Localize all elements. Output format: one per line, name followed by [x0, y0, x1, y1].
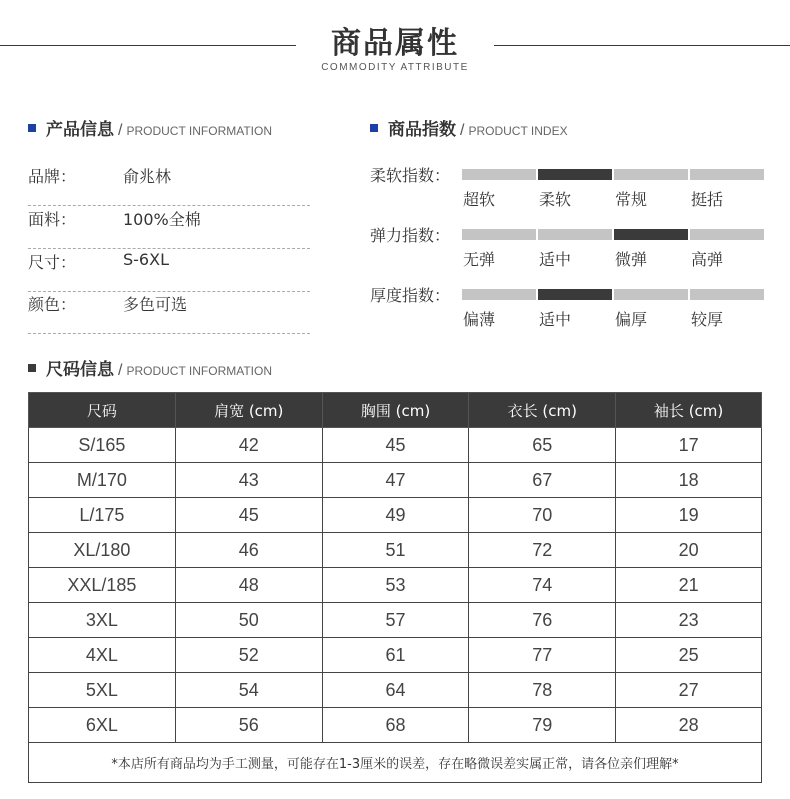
table-cell: XL/180	[29, 533, 176, 568]
table-cell: 48	[175, 568, 322, 603]
size-info-heading	[28, 355, 272, 380]
table-cell: 49	[322, 498, 469, 533]
table-header-row	[29, 393, 762, 428]
table-cell: 43	[175, 463, 322, 498]
table-row	[29, 708, 762, 743]
table-cell: 45	[322, 428, 469, 463]
index-bar	[690, 229, 764, 240]
index-option-label: 挺括	[691, 190, 724, 209]
table-row	[29, 568, 762, 603]
column-header: 衣长 (cm)	[469, 393, 616, 428]
table-cell: 4XL	[29, 638, 176, 673]
info-label: 品牌：	[28, 167, 77, 186]
table-cell: 53	[322, 568, 469, 603]
table-cell: 52	[175, 638, 322, 673]
table-cell: 77	[469, 638, 616, 673]
table-row	[29, 463, 762, 498]
index-bar	[614, 169, 688, 180]
table-cell: 47	[322, 463, 469, 498]
table-cell: 3XL	[29, 603, 176, 638]
table-cell: 50	[175, 603, 322, 638]
table-cell: 79	[469, 708, 616, 743]
table-cell: 64	[322, 673, 469, 708]
index-bar-selected	[538, 289, 612, 300]
table-cell: 72	[469, 533, 616, 568]
size-info-title-en: PRODUCT INFORMATION	[126, 364, 273, 378]
table-cell: 19	[616, 498, 762, 533]
index-bar-selected	[614, 229, 688, 240]
info-label: 尺寸：	[28, 253, 77, 272]
slash-separator: /	[118, 362, 123, 379]
index-option-label: 超软	[463, 190, 496, 209]
table-cell: S/165	[29, 428, 176, 463]
table-cell: 76	[469, 603, 616, 638]
slash-separator: /	[460, 122, 465, 139]
table-cell: 42	[175, 428, 322, 463]
index-bar	[690, 289, 764, 300]
product-info-title: 产品信息	[46, 120, 114, 140]
index-bar-selected	[538, 169, 612, 180]
index-option-label: 柔软	[539, 190, 572, 209]
product-info-title-en: PRODUCT INFORMATION	[126, 124, 273, 138]
size-table	[28, 392, 762, 783]
index-option-label: 常规	[615, 190, 648, 209]
table-cell: 65	[469, 428, 616, 463]
table-cell: 21	[616, 568, 762, 603]
index-option-label: 较厚	[691, 310, 724, 329]
info-value: 100%全棉	[123, 210, 201, 229]
info-label: 面料：	[28, 210, 77, 229]
table-cell: 54	[175, 673, 322, 708]
index-bar	[614, 289, 688, 300]
page-subtitle: COMMODITY ATTRIBUTE	[321, 62, 469, 73]
measurement-note: *本店所有商品均为手工测量，可能存在1-3厘米的误差，存在略微误差实属正常，请各位亲们理解*	[29, 743, 762, 783]
size-info-title: 尺码信息	[46, 360, 114, 380]
product-info-heading	[28, 115, 272, 140]
page-title: 商品属性	[331, 26, 459, 61]
table-cell: 78	[469, 673, 616, 708]
table-cell: 61	[322, 638, 469, 673]
table-cell: 20	[616, 533, 762, 568]
info-value: 多色可选	[123, 295, 188, 314]
info-row-fabric	[28, 207, 310, 249]
table-cell: 28	[616, 708, 762, 743]
table-cell: 23	[616, 603, 762, 638]
index-label: 厚度指数：	[370, 286, 451, 305]
table-note-row	[29, 743, 762, 783]
square-bullet-icon	[28, 124, 36, 132]
table-cell: 25	[616, 638, 762, 673]
table-cell: 57	[322, 603, 469, 638]
info-row-brand	[28, 164, 310, 206]
table-cell: 27	[616, 673, 762, 708]
table-row	[29, 603, 762, 638]
index-option-label: 适中	[539, 250, 572, 269]
table-cell: M/170	[29, 463, 176, 498]
table-cell: 51	[322, 533, 469, 568]
index-label: 弹力指数：	[370, 226, 451, 245]
info-label: 颜色：	[28, 295, 77, 314]
column-header: 尺码	[29, 393, 176, 428]
table-cell: XXL/185	[29, 568, 176, 603]
table-row	[29, 533, 762, 568]
info-row-color	[28, 292, 310, 334]
table-cell: 68	[322, 708, 469, 743]
product-index-title: 商品指数	[388, 120, 456, 140]
table-row	[29, 638, 762, 673]
info-row-size	[28, 250, 310, 292]
index-bar	[690, 169, 764, 180]
table-cell: 56	[175, 708, 322, 743]
column-header: 肩宽 (cm)	[175, 393, 322, 428]
table-row	[29, 428, 762, 463]
index-option-label: 无弹	[463, 250, 496, 269]
index-bar	[462, 169, 536, 180]
table-cell: 17	[616, 428, 762, 463]
table-cell: L/175	[29, 498, 176, 533]
index-option-label: 适中	[539, 310, 572, 329]
index-bar	[538, 229, 612, 240]
table-cell: 46	[175, 533, 322, 568]
table-row	[29, 673, 762, 708]
info-value: 俞兆林	[123, 167, 172, 186]
index-option-label: 微弹	[615, 250, 648, 269]
product-index-title-en: PRODUCT INDEX	[468, 124, 568, 138]
product-index-heading	[370, 115, 568, 140]
column-header: 袖长 (cm)	[616, 393, 762, 428]
index-option-label: 偏薄	[463, 310, 496, 329]
index-option-label: 偏厚	[615, 310, 648, 329]
table-row	[29, 498, 762, 533]
index-label: 柔软指数：	[370, 166, 451, 185]
table-cell: 18	[616, 463, 762, 498]
table-cell: 74	[469, 568, 616, 603]
square-bullet-icon	[370, 124, 378, 132]
index-bar	[462, 289, 536, 300]
info-value: S-6XL	[123, 250, 169, 269]
table-cell: 6XL	[29, 708, 176, 743]
slash-separator: /	[118, 122, 123, 139]
square-bullet-icon	[28, 364, 36, 372]
column-header: 胸围 (cm)	[322, 393, 469, 428]
table-cell: 67	[469, 463, 616, 498]
table-cell: 5XL	[29, 673, 176, 708]
table-cell: 45	[175, 498, 322, 533]
table-cell: 70	[469, 498, 616, 533]
index-option-label: 高弹	[691, 250, 724, 269]
index-bar	[462, 229, 536, 240]
